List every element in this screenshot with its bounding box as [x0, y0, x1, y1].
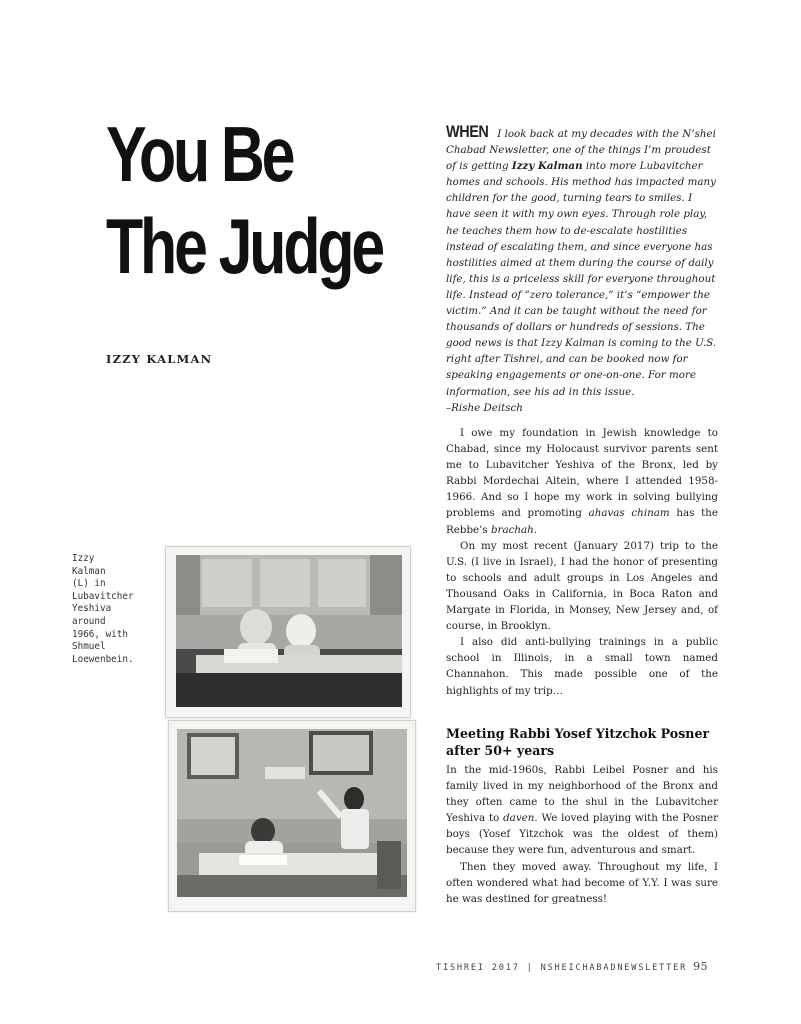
- photo-classroom: [168, 720, 416, 912]
- photo-students-at-desk: [165, 546, 411, 718]
- section-subhead: Meeting Rabbi Yosef Yitzchok Posner after 50+ years: [446, 726, 710, 758]
- caption-line: (L) in: [72, 578, 106, 590]
- caption-line: Yeshiva: [72, 603, 112, 615]
- body-italic: daven: [503, 812, 535, 825]
- caption-line: Lubavitcher: [72, 590, 134, 602]
- caption-line: 1966, with: [72, 628, 128, 640]
- author-byline: IZZY KALMAN: [106, 352, 213, 366]
- caption-line: Loewenbein.: [72, 653, 134, 665]
- caption-line: Kalman: [72, 565, 106, 577]
- intro-text-2: into more Lubavitcher homes and schools. His method has impacted many children for the good, turning tears to smiles. I have seen it with my own eyes. Through role play, he teaches them how to de-escalate hostilities instead of escalating them, and since everyone has hostilities aimed at them during the course of daily life, this is a priceless skill for everyone throughout life. Instead of “zero tolerance,” it’s “empower the victim.” And it can be taught without the need for thousands of dollars or hundreds of sessions. The good news is that Izzy Kalman is coming to the U.S. right after Tishrei, and can be booked now for speaking engagements or one-on-one. For more information, see his ad in this issue.: [446, 160, 717, 398]
- body-paragraph: I also did anti-bullying trainings in a public school in Illinois, in a small town named Channahon. This made possible one of the highlights of my trip…: [446, 636, 718, 697]
- intro-bold-name: Izzy Kalman: [511, 160, 583, 173]
- body-text: . We loved playing with the Posner boys (Yosef Yitzchok was the oldest of them) because they were fun, adventurous and smart.: [446, 812, 718, 857]
- article-body-part-2: [446, 762, 718, 907]
- running-head: TISHREI 2017 | NSHEICHABADNEWSLETTER: [436, 963, 688, 973]
- article-body-part-1: [446, 425, 718, 699]
- photo-caption: [72, 553, 144, 666]
- title-line-2: The Judge: [106, 202, 383, 291]
- body-paragraph: [446, 425, 718, 538]
- body-italic: ahavas chinam: [588, 507, 670, 520]
- body-text: In the mid-1960s, Rabbi Leibel Posner and his family lived in my neighborhood of the Bronx and they often came to the shul in the Lubavitcher Yeshiva to: [446, 764, 718, 825]
- title-line-1: You Be: [106, 110, 293, 198]
- caption-line: Shmuel: [72, 641, 106, 653]
- body-paragraph: On my most recent (January 2017) trip to the U.S. (I live in Israel), I had the honor of presenting to schools and adult groups in Los Angeles and Thousand Oaks in California, in Boca Raton and Margate in Florida, in Monsey, New Jersey and, of course, in Brooklyn.: [446, 539, 718, 633]
- editor-intro: [446, 124, 718, 416]
- intro-signature: –Rishe Deitsch: [446, 401, 523, 414]
- body-paragraph: [446, 762, 718, 859]
- dropcap-word: WHEN: [446, 122, 489, 141]
- body-paragraph: Then they moved away. Throughout my life, I often wondered what had become of Y.Y. I was sure he was destined for greatness!: [446, 860, 718, 905]
- article-title: [106, 108, 383, 292]
- body-italic: brachah: [490, 523, 534, 536]
- body-text: has the Rebbe’s: [446, 507, 718, 536]
- caption-line: Izzy: [72, 553, 95, 564]
- body-text: I owe my foundation in Jewish knowledge to Chabad, since my Holocaust survivor parents sent me to Lubavitcher Yeshiva of the Bronx, led by Rabbi Mordechai Altein, where I attended 1958-1966. And so I hope my work in solving bullying problems and promoting: [446, 427, 718, 520]
- body-text: .: [533, 523, 538, 536]
- page-footer: [436, 960, 718, 973]
- page-number: 95: [693, 960, 709, 973]
- intro-text-1: I look back at my decades with the N’shei Chabad Newsletter, one of the things I’m proudest of is getting: [446, 128, 716, 173]
- caption-line: around: [72, 615, 106, 627]
